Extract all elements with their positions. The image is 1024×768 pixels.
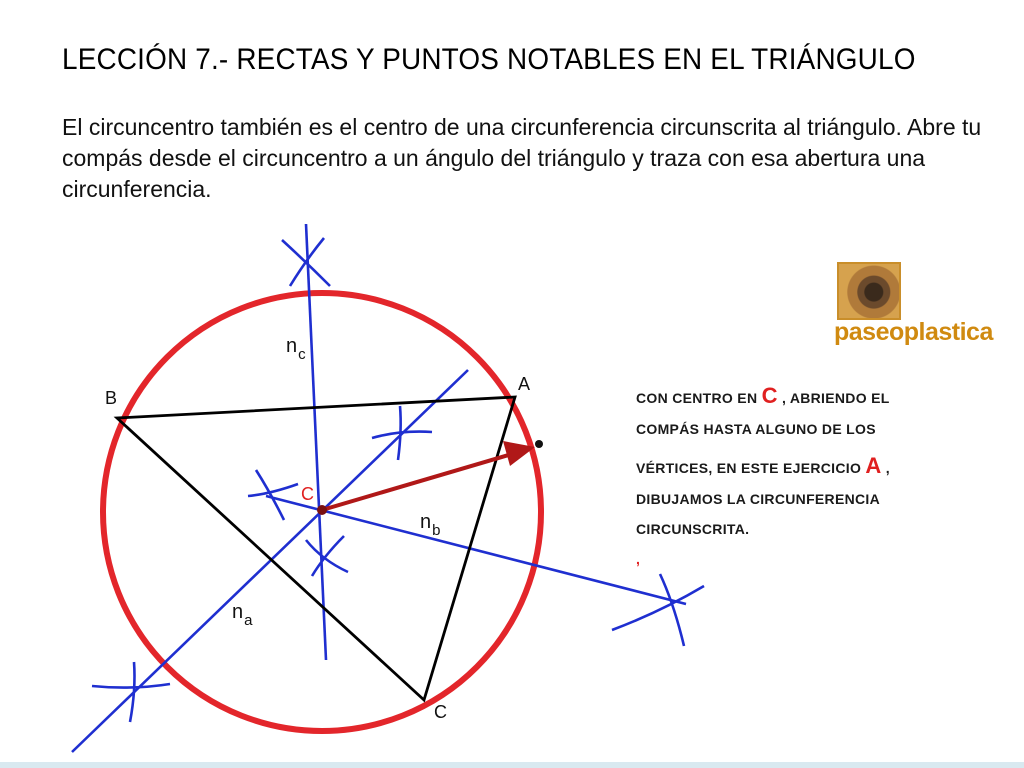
stray-mark: , xyxy=(636,551,641,567)
bisector-na xyxy=(72,370,468,752)
note-line-1-post: , ABRIENDO EL xyxy=(781,390,890,406)
bisector-label-nb: $n_b$ xyxy=(420,511,441,539)
note-c-highlight: C xyxy=(761,383,778,408)
arc-end-dot xyxy=(535,440,543,448)
vertex-label-a: A xyxy=(518,374,531,394)
vertex-label-c: C xyxy=(434,702,447,722)
bisector-label-na: $n_a$ xyxy=(232,601,253,629)
note-a-highlight: A xyxy=(865,453,882,478)
circumcenter-label: C xyxy=(301,484,314,504)
note-line-4: DIBUJAMOS LA CIRCUNFERENCIA xyxy=(636,491,881,507)
slide-title: LECCIÓN 7.- RECTAS Y PUNTOS NOTABLES EN EL TRIÁNGULO xyxy=(62,43,916,76)
eye-photo-icon xyxy=(837,262,901,320)
vertex-label-b: B xyxy=(105,388,118,408)
logo-text: paseoplastica xyxy=(834,318,993,346)
bisector-label-nc: $n_c$ xyxy=(286,335,306,363)
paseoplastica-logo xyxy=(834,262,994,352)
note-line-3-pre: VÉRTICES, EN ESTE EJERCICIO xyxy=(636,460,862,476)
note-line-1 xyxy=(636,383,890,409)
circumcenter-point xyxy=(317,505,327,515)
note-line-2: COMPÁS HASTA ALGUNO DE LOS xyxy=(636,421,876,437)
intro-rest: al triángulo. Abre tu compás desde el circuncentro a un ángulo del triángulo y traza con esa abertura una circunferencia. xyxy=(62,114,982,202)
note-line-5: CIRCUNSCRITA. xyxy=(636,521,750,537)
bisector-nb xyxy=(266,496,686,604)
note-line-1-pre: CON CENTRO EN xyxy=(636,390,758,406)
intro-highlight: El circuncentro también es el centro de una circunferencia circunscrita xyxy=(62,114,777,140)
bottom-strip xyxy=(0,762,1024,768)
note-line-3-post: , xyxy=(885,460,890,476)
note-line-3 xyxy=(636,453,890,479)
intro-paragraph xyxy=(62,112,992,205)
